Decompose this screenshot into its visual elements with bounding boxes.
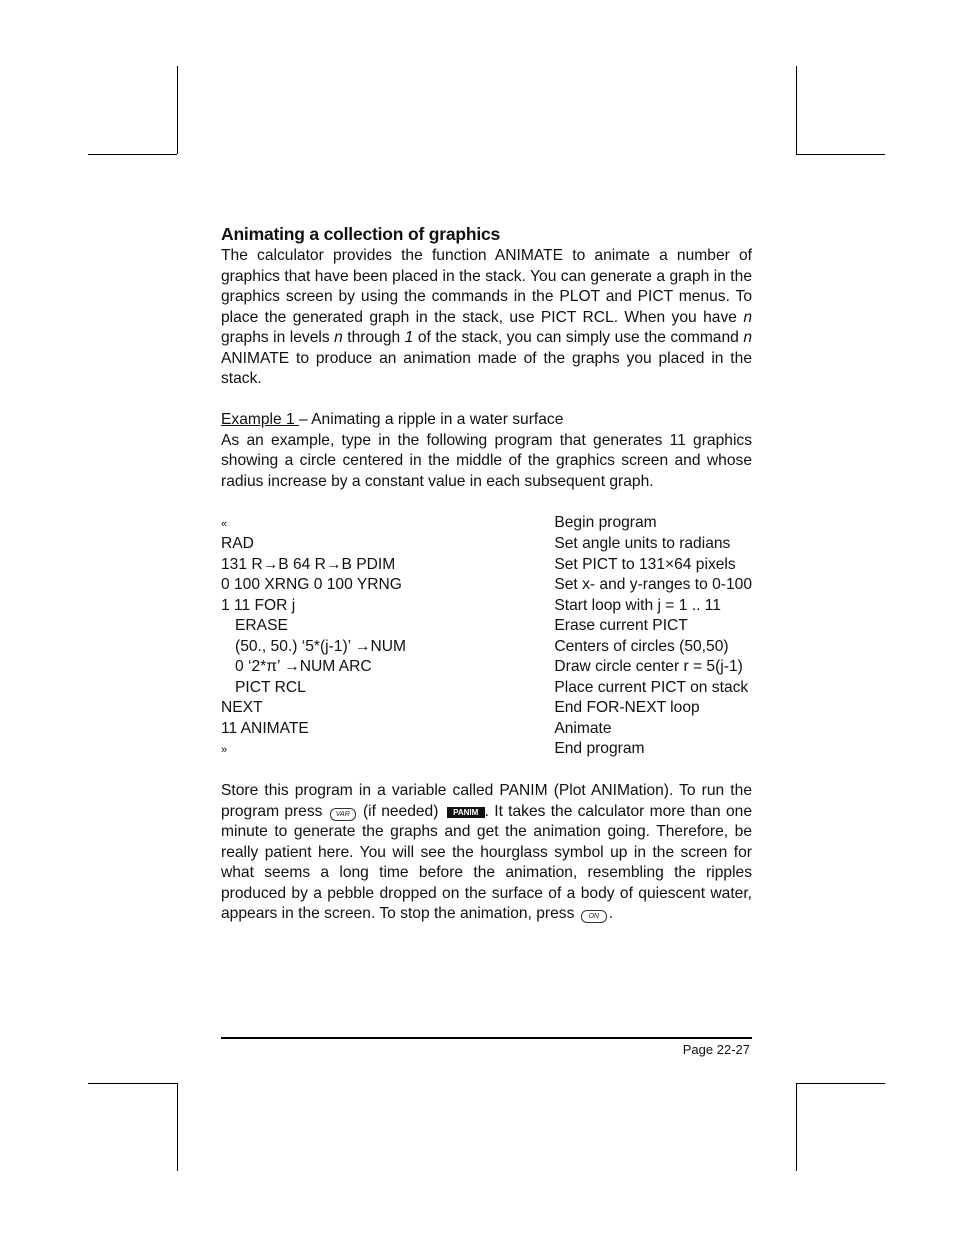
program-row bbox=[221, 534, 752, 555]
program-comment: Set x- and y-ranges to 0-100 bbox=[554, 576, 752, 593]
program-code: 0 ‘2*π’ →NUM ARC bbox=[235, 658, 372, 675]
program-comment: Begin program bbox=[554, 513, 657, 531]
on-key-icon: ON bbox=[581, 910, 607, 923]
program-row bbox=[221, 555, 752, 576]
program-code: PICT RCL bbox=[235, 678, 306, 696]
program-listing bbox=[221, 513, 752, 761]
panim-softkey-icon: PANIM bbox=[447, 807, 485, 818]
program-comment: Place current PICT on stack bbox=[554, 678, 749, 696]
program-code: NEXT bbox=[221, 699, 263, 716]
crop-mark bbox=[177, 1083, 178, 1171]
program-code: 11 ANIMATE bbox=[221, 719, 309, 737]
program-comment: End program bbox=[554, 740, 645, 757]
program-row bbox=[221, 575, 752, 596]
program-comment: Erase current PICT bbox=[554, 617, 688, 634]
program-row bbox=[221, 719, 752, 740]
crop-mark bbox=[796, 1083, 797, 1171]
program-code: « bbox=[221, 517, 228, 530]
footer-rule bbox=[221, 1037, 752, 1039]
program-row bbox=[221, 596, 752, 617]
var-key-icon: VAR bbox=[330, 808, 356, 821]
intro-paragraph: The calculator provides the function ANIMATE to animate a number of graphics that have been placed in the stack. You can generate a graph in the graphics screen by using the commands in the PLOT and PICT menus. To place the generated graph in the stack, use PICT RCL. When you have n graphs in levels n through 1 of the stack, you can simply use the command n ANIMATE to produce an animation made of the graphs you placed in the stack. bbox=[221, 247, 752, 387]
program-comment: Set angle units to radians bbox=[554, 535, 731, 552]
crop-mark bbox=[796, 1083, 885, 1084]
closing-paragraph: Store this program in a variable called PANIM (Plot ANIMation). To run the program press VAR (if needed) PANIM . It takes the calculator more than one minute to generate the graphs and get the animation going. Therefore, be really patient here. You will see the hourglass symbol up in the screen for what seems a long time before the animation, resembling the ripples produced by a pebble dropped on the surface of a body of quiescent water, appears in the screen. To stop the animation, press ON . bbox=[221, 782, 752, 922]
crop-mark bbox=[796, 66, 797, 154]
example-label: Example 1 bbox=[221, 411, 300, 428]
crop-mark bbox=[88, 1083, 177, 1084]
program-comment: Set PICT to 131×64 pixels bbox=[554, 555, 736, 573]
program-comment: Draw circle center r = 5(j-1) bbox=[554, 658, 743, 675]
program-row bbox=[221, 657, 752, 678]
crop-mark bbox=[796, 154, 885, 155]
program-code: (50., 50.) ‘5*(j-1)’ →NUM bbox=[235, 637, 406, 655]
program-code: RAD bbox=[221, 535, 254, 552]
program-comment: Centers of circles (50,50) bbox=[554, 637, 729, 655]
program-comment: Start loop with j = 1 .. 11 bbox=[554, 596, 721, 614]
section-heading: Animating a collection of graphics bbox=[221, 224, 501, 244]
program-row bbox=[221, 739, 752, 761]
program-row bbox=[221, 698, 752, 719]
program-row bbox=[221, 637, 752, 658]
crop-mark bbox=[177, 66, 178, 154]
program-code: 0 100 XRNG 0 100 YRNG bbox=[221, 576, 402, 593]
example-description: As an example, type in the following program that generates 11 graphics showing a circle centered in the middle of the graphics screen and whose radius increase by a constant value in each subsequent graph. bbox=[221, 431, 752, 490]
program-row bbox=[221, 678, 752, 699]
program-code: ERASE bbox=[235, 617, 288, 634]
crop-mark bbox=[88, 154, 177, 155]
program-row bbox=[221, 616, 752, 637]
program-code: 131 R→B 64 R→B PDIM bbox=[221, 555, 396, 573]
program-code: » bbox=[221, 744, 228, 756]
program-comment: End FOR-NEXT loop bbox=[554, 699, 700, 716]
page-number: Page 22-27 bbox=[682, 1042, 750, 1057]
program-comment: Animate bbox=[554, 719, 612, 737]
page-content bbox=[221, 222, 752, 925]
program-code: 1 11 FOR j bbox=[221, 596, 296, 614]
example-title: Example 1 – Animating a ripple in a water surface bbox=[221, 411, 564, 428]
program-row bbox=[221, 513, 752, 535]
